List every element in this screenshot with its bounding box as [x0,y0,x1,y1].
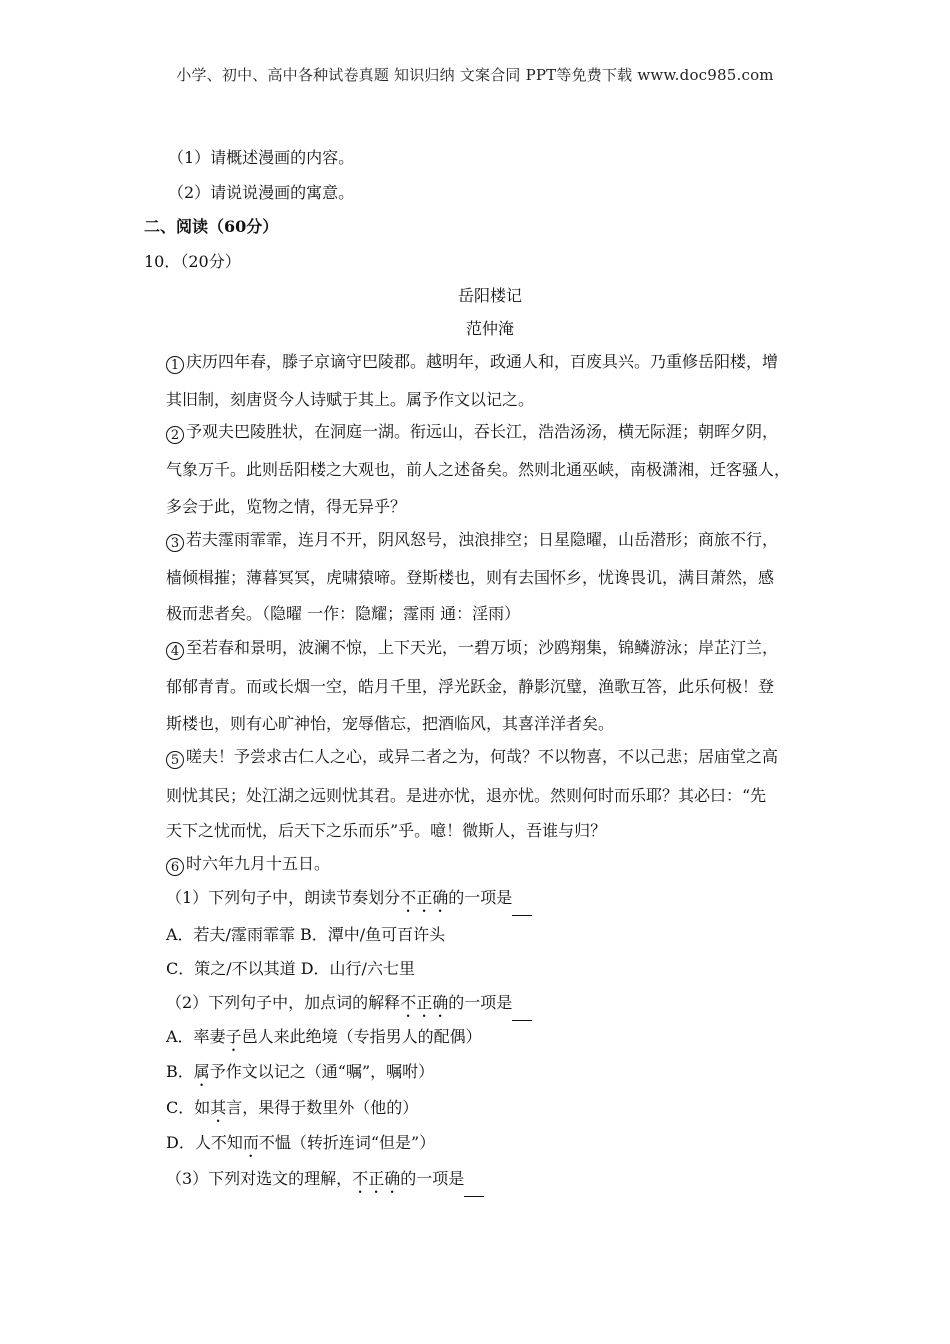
paragraph-4-line-1 [166,638,778,660]
answer-blank[interactable] [512,1004,532,1021]
subquestion-2-option-a [166,1027,482,1055]
subquestion-2-suffix: 的一项是 [448,993,513,1012]
paragraph-4-text-1: 至若春和景明，波澜不惊，上下天光，一碧万顷；沙鸥翔集，锦鳞游泳；岸芷汀兰， [186,638,779,657]
page-header-ad: 小学、初中、高中各种试卷真题 知识归纳 文案合同 PPT等免费下载 www.doc985.com [176,66,774,84]
paragraph-5-line-1 [166,747,778,769]
option-b-prefix: B． [166,1062,194,1081]
q9-sub1: （1）请概述漫画的内容。 [168,148,355,167]
paragraph-5-line-3: 天下之忧而忧，后天下之乐而乐”乎。噫！微斯人，吾谁与归？ [166,821,607,840]
paragraph-number-3: 3 [166,534,184,552]
paragraph-2-line-2: 气象万千。此则岳阳楼之大观也，前人之述备矣。然则北通巫峡，南极潇湘，迁客骚人， [166,460,791,479]
question-10-heading: 10．（20分） [144,252,241,271]
paragraph-1-text-1: 庆历四年春，滕子京谪守巴陵郡。越明年，政通人和，百废具兴。乃重修岳阳楼，增 [186,352,779,371]
paragraph-3-line-1 [166,530,778,552]
paragraph-6-line-1 [166,854,330,876]
subquestion-1-suffix: 的一项是 [448,888,513,907]
option-d-prefix: D．人不知 [166,1133,243,1152]
paragraph-4-line-3: 斯楼也，则有心旷神怡，宠辱偕忘，把酒临风，其喜洋洋者矣。 [166,714,615,733]
subquestion-1-emphasis: 不正确 [400,888,449,907]
option-c-suffix: 言，果得于数里外（他的） [226,1098,419,1117]
paragraph-1-line-2: 其旧制，刻唐贤今人诗赋于其上。属予作文以记之。 [166,390,535,409]
paragraph-1-line-1 [166,352,778,374]
option-d-dotted-word: 而 [242,1133,259,1152]
subquestion-1-options-ab: A．若夫/霪雨霏霏 B．潭中/鱼可百许头 [166,925,446,944]
subquestion-2-option-d [166,1133,435,1161]
paragraph-4-line-2: 郁郁青青。而或长烟一空，皓月千里，浮光跃金，静影沉璧，渔歌互答，此乐何极！登 [166,677,775,696]
paragraph-number-5: 5 [166,751,184,769]
subquestion-3-suffix: 的一项是 [400,1169,465,1188]
paragraph-number-6: 6 [166,858,184,876]
subquestion-1-prefix: （1）下列句子中，朗读节奏划分 [166,888,401,907]
paragraph-5-line-2: 则忧其民；处江湖之远则忧其君。是进亦忧，退亦忧。然则何时而乐耶？其必曰：“先 [166,786,767,805]
subquestion-2-prefix: （2）下列句子中，加点词的解释 [166,993,401,1012]
option-a-dotted-word: 子 [225,1027,242,1046]
option-b-suffix: 予作文以记之（通“嘱”，嘱咐） [209,1062,435,1081]
answer-blank[interactable] [464,1180,484,1197]
passage-author: 范仲淹 [465,319,514,338]
subquestion-1-options-cd: C．策之/不以其道 D．山行/六七里 [166,959,415,978]
paragraph-2-text-1: 予观夫巴陵胜状，在洞庭一湖。衔远山，吞长江，浩浩汤汤，横无际涯；朝晖夕阴， [186,422,779,441]
paragraph-3-line-2: 樯倾楫摧；薄暮冥冥，虎啸猿啼。登斯楼也，则有去国怀乡，忧谗畏讥，满目萧然，感 [166,568,775,587]
option-b-dotted-word: 属 [193,1062,210,1081]
answer-blank[interactable] [512,899,532,916]
q9-sub2: （2）请说说漫画的寓意。 [168,183,355,202]
paragraph-5-text-1: 嗟夫！予尝求古仁人之心，或异二者之为，何哉？不以物喜，不以己悲；居庙堂之高 [186,747,779,766]
paragraph-2-line-3: 多会于此，览物之情，得无异乎？ [166,497,407,516]
paragraph-2-line-1 [166,422,778,444]
paragraph-3-text-1: 若夫霪雨霏霏，连月不开，阴风怒号，浊浪排空；日星隐曜，山岳潜形；商旅不行， [186,530,779,549]
section-heading-reading: 二、阅读（60分） [144,217,279,236]
subquestion-2 [166,993,532,1021]
subquestion-1 [166,888,532,916]
subquestion-2-option-c [166,1098,418,1126]
paragraph-number-4: 4 [166,642,184,660]
paragraph-3-line-3: 极而悲者矣。（隐曜 一作：隐耀；霪雨 通：淫雨） [166,604,521,623]
option-c-dotted-word: 其 [210,1098,227,1117]
subquestion-3-prefix: （3）下列对选文的理解， [166,1169,353,1188]
subquestion-3-emphasis: 不正确 [352,1169,401,1188]
subquestion-2-option-b [166,1062,434,1090]
option-a-prefix: A．率妻 [166,1027,226,1046]
paragraph-number-1: 1 [166,356,184,374]
paragraph-6-text-1: 时六年九月十五日。 [186,854,331,873]
subquestion-2-emphasis: 不正确 [400,993,449,1012]
option-a-suffix: 邑人来此绝境（专指男人的配偶） [241,1027,482,1046]
option-c-prefix: C．如 [166,1098,211,1117]
passage-title: 岳阳楼记 [457,286,522,305]
option-d-suffix: 不愠（转折连词“但是”） [258,1133,436,1152]
paragraph-number-2: 2 [166,426,184,444]
subquestion-3 [166,1169,484,1197]
